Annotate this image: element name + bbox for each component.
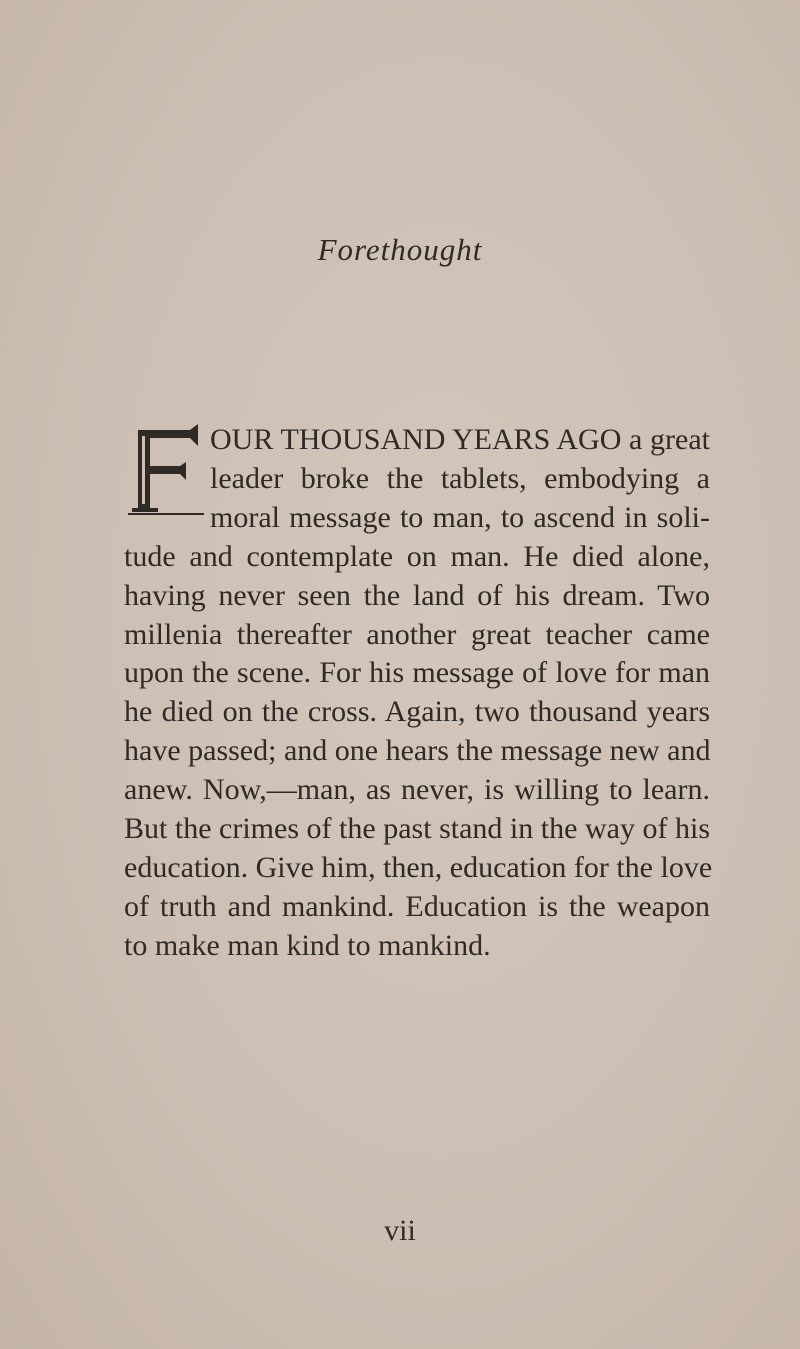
- text-line-12: education. Give him, then, education for the love: [124, 850, 713, 884]
- text-line-11: But the crimes of the past stand in the way of his: [124, 812, 710, 845]
- text-line-8: he died on the cross. Again, two thousand years: [124, 695, 710, 729]
- page-number: vii: [384, 1214, 416, 1247]
- text-line-2: leader broke the tablets, embodying a: [210, 461, 710, 495]
- text-line-10: anew. Now,—man, as never, is willing to learn.: [124, 773, 710, 807]
- text-line-4: tude and contemplate on man. He died alone,: [124, 539, 710, 573]
- text-line-1: OUR THOUSAND YEARS AGO a great: [210, 423, 710, 456]
- drop-cap-letter: F: [164, 481, 166, 483]
- drop-cap-f-ornament: [124, 422, 206, 518]
- text-line-13: of truth and mankind. Education is the weapon: [124, 889, 710, 923]
- page-heading: Forethought: [317, 232, 483, 267]
- text-line-7: upon the scene. For his message of love for man: [124, 656, 710, 690]
- text-line-6: millenia thereafter another great teacher came: [124, 617, 710, 651]
- drop-cap-initial: [124, 422, 206, 518]
- text-line-5: having never seen the land of his dream. Two: [124, 578, 710, 612]
- text-line-9: have passed; and one hears the message new and: [124, 734, 711, 768]
- text-line-3: moral message to man, to ascend in soli-: [210, 500, 710, 534]
- text-line-14: to make man kind to mankind.: [124, 928, 491, 962]
